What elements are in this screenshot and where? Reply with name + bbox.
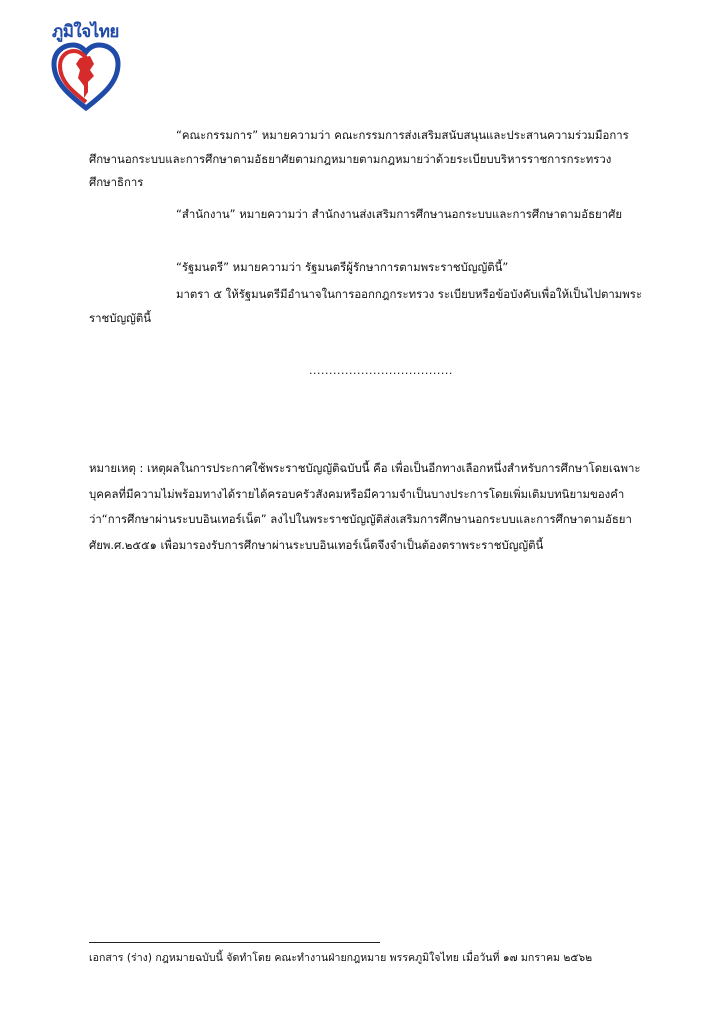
definition-minister: “รัฐมนตรี” หมายความว่า รัฐมนตรีผู้รักษาการตามพระราชบัญญัตินี้” — [176, 260, 509, 274]
footer-divider — [89, 942, 380, 943]
heart-map-icon — [50, 42, 122, 112]
definition-office: “สำนักงาน” หมายความว่า สำนักงานส่งเสริมการศึกษานอกระบบและการศึกษาตามอัธยาศัย — [176, 207, 622, 221]
party-logo — [50, 16, 126, 112]
logo-text: ภูมิใจไทย — [52, 22, 119, 42]
definition-committee: “คณะกรรมการ” หมายความว่า คณะกรรมการส่งเสริมสนับสนุนและประสานความร่วมมือการศึกษานอกระบบและการศึกษาตามอัธยาศัยตามกฎหมายตามกฎหมายว่าด้วยระเบียบบริหารราชการกระทรวงศึกษาธิการ — [89, 128, 629, 189]
footer-text: เอกสาร (ร่าง) กฎหมายฉบับนี้ จัดทำโดย คณะทำงานฝ่ายกฎหมาย พรรคภูมิใจไทย เมื่อวันที่ ๑๗ มกราคม ๒๕๖๒ — [89, 952, 593, 964]
section-5: มาตรา ๕ ให้รัฐมนตรีมีอำนาจในการออกกฎกระทรวง ระเบียบหรือข้อบังคับเพื่อให้เป็นไปตามพระราชบัญญัตินี้ — [89, 287, 643, 325]
explanatory-note: หมายเหตุ : เหตุผลในการประกาศใช้พระราชบัญญัติฉบับนี้ คือ เพื่อเป็นอีกทางเลือกหนึ่งสำหรับการศึกษาโดยเฉพาะบุคคลที่มีความไม่พร้อมทางได้รายได้ครอบครัวสังคมหรือมีความจำเป็นบางประการโดยเพิ่มเติมบทนิยามของคำว่า“การศึกษาผ่านระบบอินเทอร์เน็ต” ลงไปในพระราชบัญญัติส่งเสริมการศึกษานอกระบบและการศึกษาตามอัธยาศัยพ.ศ.๒๕๕๑ เพื่อมารองรับการศึกษาผ่านระบบอินเทอร์เน็ตจึงจำเป็นต้องตราพระราชบัญญัตินี้ — [89, 461, 641, 552]
section-separator: .................................... — [309, 364, 453, 377]
